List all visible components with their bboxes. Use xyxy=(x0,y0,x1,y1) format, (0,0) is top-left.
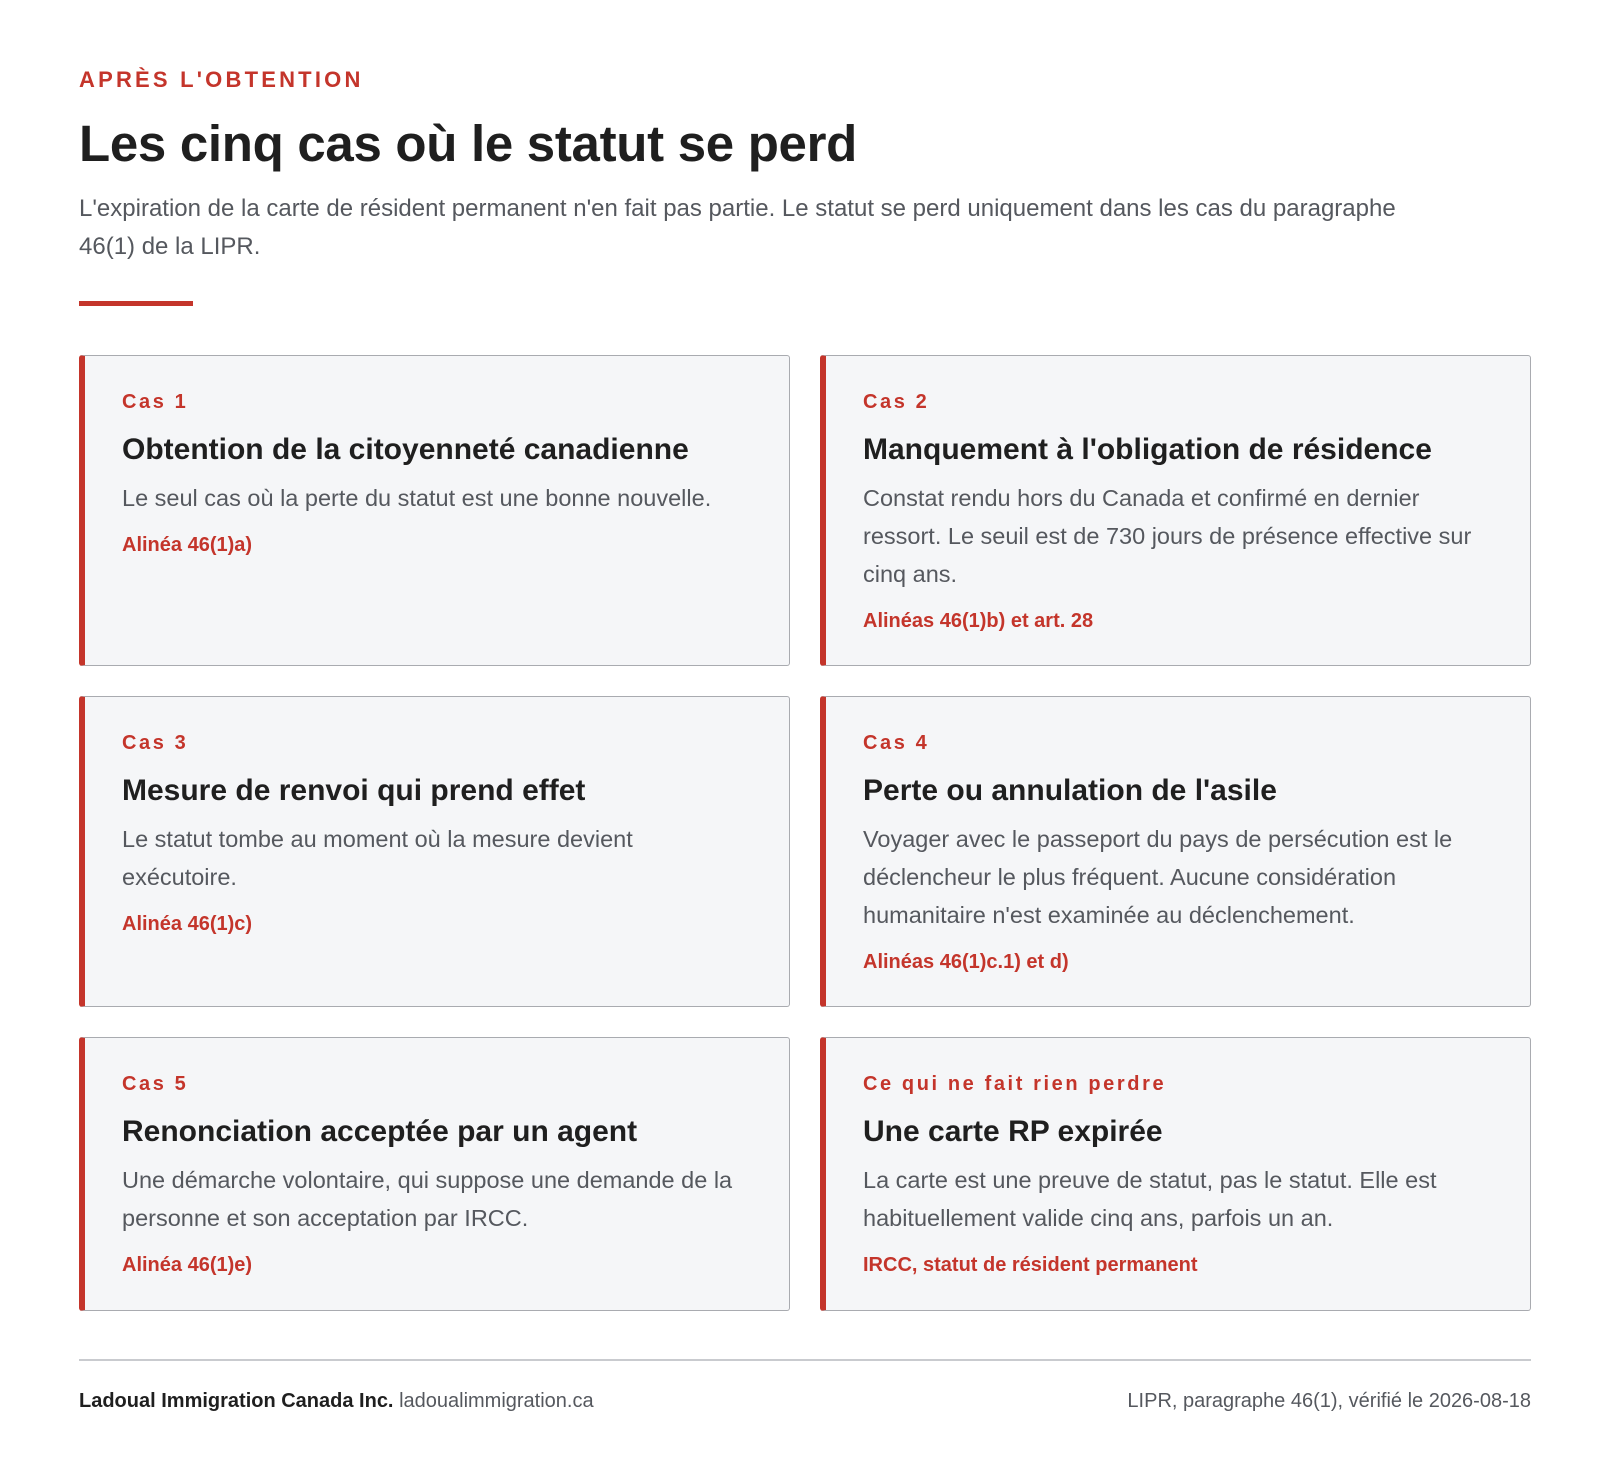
case-card-3 xyxy=(79,696,790,1007)
case-legal-reference: Alinéas 46(1)b) et art. 28 xyxy=(863,610,1094,632)
section-eyebrow: APRÈS L'OBTENTION xyxy=(79,67,364,92)
non-loss-card xyxy=(820,1037,1531,1311)
case-legal-reference: Alinéa 46(1)a) xyxy=(122,534,253,556)
case-title: Mesure de renvoi qui prend effet xyxy=(122,774,586,807)
page-footer xyxy=(79,1359,1531,1415)
footer-brand xyxy=(79,1387,594,1415)
page-title: Les cinq cas où le statut se perd xyxy=(79,115,858,172)
accent-divider xyxy=(79,301,193,306)
website-link[interactable]: ladoualimmigration.ca xyxy=(399,1390,594,1412)
case-title: Obtention de la citoyenneté canadienne xyxy=(122,433,689,466)
case-description: Constat rendu hors du Canada et confirmé en dernier ressort. Le seuil est de 730 jours de présence effective sur cinq ans. xyxy=(863,485,1472,587)
case-title: Une carte RP expirée xyxy=(863,1115,1163,1148)
case-legal-reference: IRCC, statut de résident permanent xyxy=(863,1254,1198,1276)
case-card-4 xyxy=(820,696,1531,1007)
case-description: Voyager avec le passeport du pays de persécution est le déclencheur le plus fréquent. Aucune considération humanitaire n'est examinée au déclenchement. xyxy=(863,826,1453,928)
case-title: Manquement à l'obligation de résidence xyxy=(863,433,1432,466)
case-description: Le statut tombe au moment où la mesure devient exécutoire. xyxy=(122,826,633,890)
case-description: Une démarche volontaire, qui suppose une demande de la personne et son acceptation par IRCC. xyxy=(122,1167,733,1231)
case-card-2 xyxy=(820,355,1531,666)
case-description: La carte est une preuve de statut, pas le statut. Elle est habituellement valide cinq ans, parfois un an. xyxy=(863,1167,1437,1231)
company-name: Ladoual Immigration Canada Inc. xyxy=(79,1390,394,1412)
case-number: Cas 5 xyxy=(122,1073,189,1095)
case-number: Cas 1 xyxy=(122,391,189,413)
case-title: Perte ou annulation de l'asile xyxy=(863,774,1277,807)
case-number: Ce qui ne fait rien perdre xyxy=(863,1073,1167,1095)
footer-source: LIPR, paragraphe 46(1), vérifié le 2026-08-18 xyxy=(1127,1390,1531,1412)
case-number: Cas 3 xyxy=(122,732,189,754)
case-number: Cas 4 xyxy=(863,732,930,754)
case-legal-reference: Alinéas 46(1)c.1) et d) xyxy=(863,951,1069,973)
case-legal-reference: Alinéa 46(1)c) xyxy=(122,913,253,935)
case-number: Cas 2 xyxy=(863,391,930,413)
case-card-5 xyxy=(79,1037,790,1311)
page-lead: L'expiration de la carte de résident permanent n'en fait pas partie. Le statut se perd uniquement dans les cas du paragraphe 46(1) de la LIPR. xyxy=(79,195,1396,260)
case-title: Renonciation acceptée par un agent xyxy=(122,1115,638,1148)
case-description: Le seul cas où la perte du statut est une bonne nouvelle. xyxy=(122,485,712,511)
case-card-1 xyxy=(79,355,790,666)
case-legal-reference: Alinéa 46(1)e) xyxy=(122,1254,253,1276)
cases-grid xyxy=(79,355,1531,1311)
